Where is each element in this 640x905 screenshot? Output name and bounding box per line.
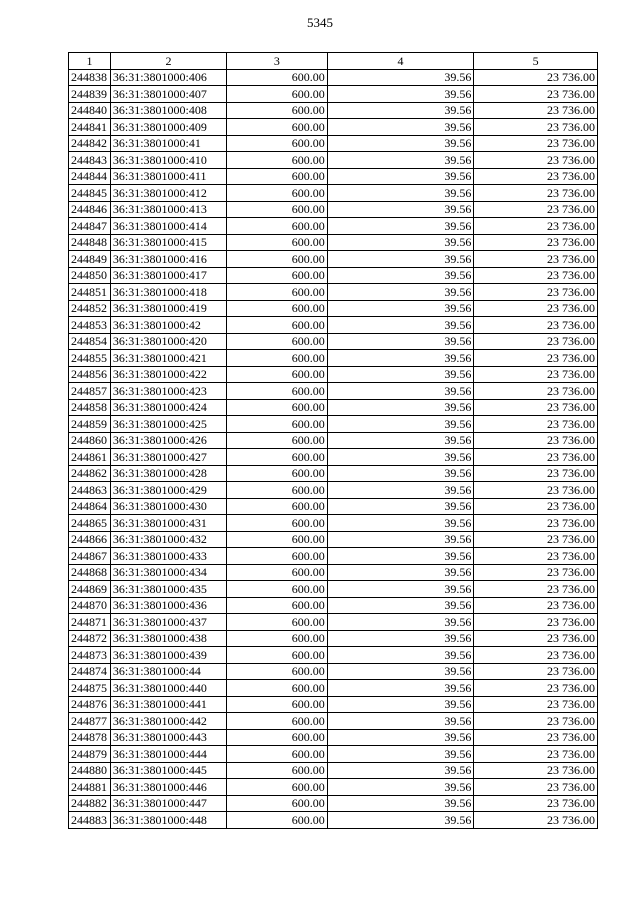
amount-cell: 23 736.00 [474,795,598,812]
row-number-cell: 244856 [69,366,111,383]
area-cell: 600.00 [227,201,328,218]
amount-cell: 23 736.00 [474,779,598,796]
area-cell: 600.00 [227,647,328,664]
area-cell: 600.00 [227,399,328,416]
area-cell: 600.00 [227,185,328,202]
cadastral-number-cell: 36:31:3801000:440 [110,680,226,697]
table-row [69,548,598,565]
rate-cell: 39.56 [327,168,474,185]
area-cell: 600.00 [227,762,328,779]
row-number-cell: 244860 [69,432,111,449]
rate-cell: 39.56 [327,779,474,796]
column-header-4: 4 [327,53,474,70]
area-cell: 600.00 [227,86,328,103]
row-number-cell: 244874 [69,663,111,680]
table-row [69,515,598,532]
row-number-cell: 244857 [69,383,111,400]
table-row [69,218,598,235]
area-cell: 600.00 [227,432,328,449]
area-cell: 600.00 [227,119,328,136]
area-cell: 600.00 [227,69,328,86]
amount-cell: 23 736.00 [474,152,598,169]
row-number-cell: 244843 [69,152,111,169]
amount-cell: 23 736.00 [474,432,598,449]
row-number-cell: 244882 [69,795,111,812]
row-number-cell: 244864 [69,498,111,515]
row-number-cell: 244862 [69,465,111,482]
table-row [69,317,598,334]
amount-cell: 23 736.00 [474,317,598,334]
cadastral-number-cell: 36:31:3801000:442 [110,713,226,730]
column-header-1: 1 [69,53,111,70]
row-number-cell: 244867 [69,548,111,565]
row-number-cell: 244875 [69,680,111,697]
table-row [69,185,598,202]
cadastral-number-cell: 36:31:3801000:420 [110,333,226,350]
area-cell: 600.00 [227,350,328,367]
area-cell: 600.00 [227,696,328,713]
rate-cell: 39.56 [327,399,474,416]
amount-cell: 23 736.00 [474,581,598,598]
table-row [69,333,598,350]
rate-cell: 39.56 [327,630,474,647]
rate-cell: 39.56 [327,69,474,86]
row-number-cell: 244850 [69,267,111,284]
cadastral-number-cell: 36:31:3801000:412 [110,185,226,202]
row-number-cell: 244879 [69,746,111,763]
column-header-2: 2 [110,53,226,70]
amount-cell: 23 736.00 [474,614,598,631]
rate-cell: 39.56 [327,416,474,433]
cadastral-number-cell: 36:31:3801000:430 [110,498,226,515]
area-cell: 600.00 [227,713,328,730]
row-number-cell: 244859 [69,416,111,433]
row-number-cell: 244878 [69,729,111,746]
cadastral-number-cell: 36:31:3801000:423 [110,383,226,400]
amount-cell: 23 736.00 [474,482,598,499]
cadastral-number-cell: 36:31:3801000:435 [110,581,226,598]
table-row [69,449,598,466]
cadastral-number-cell: 36:31:3801000:436 [110,597,226,614]
rate-cell: 39.56 [327,102,474,119]
table-row [69,86,598,103]
table-row [69,482,598,499]
row-number-cell: 244851 [69,284,111,301]
area-cell: 600.00 [227,564,328,581]
table-row [69,614,598,631]
rate-cell: 39.56 [327,746,474,763]
area-cell: 600.00 [227,284,328,301]
cadastral-number-cell: 36:31:3801000:42 [110,317,226,334]
rate-cell: 39.56 [327,564,474,581]
row-number-cell: 244868 [69,564,111,581]
table-row [69,795,598,812]
table-row [69,135,598,152]
amount-cell: 23 736.00 [474,234,598,251]
table-row [69,597,598,614]
amount-cell: 23 736.00 [474,597,598,614]
row-number-cell: 244861 [69,449,111,466]
page-number: 5345 [307,15,333,30]
table-row [69,779,598,796]
amount-cell: 23 736.00 [474,548,598,565]
rate-cell: 39.56 [327,795,474,812]
column-header-5: 5 [474,53,598,70]
amount-cell: 23 736.00 [474,185,598,202]
cadastral-number-cell: 36:31:3801000:425 [110,416,226,433]
cadastral-number-cell: 36:31:3801000:446 [110,779,226,796]
amount-cell: 23 736.00 [474,86,598,103]
rate-cell: 39.56 [327,218,474,235]
amount-cell: 23 736.00 [474,515,598,532]
area-cell: 600.00 [227,548,328,565]
row-number-cell: 244883 [69,812,111,829]
row-number-cell: 244845 [69,185,111,202]
row-number-cell: 244871 [69,614,111,631]
rate-cell: 39.56 [327,680,474,697]
area-cell: 600.00 [227,152,328,169]
area-cell: 600.00 [227,597,328,614]
amount-cell: 23 736.00 [474,284,598,301]
rate-cell: 39.56 [327,201,474,218]
amount-cell: 23 736.00 [474,746,598,763]
area-cell: 600.00 [227,416,328,433]
cadastral-number-cell: 36:31:3801000:429 [110,482,226,499]
cadastral-number-cell: 36:31:3801000:437 [110,614,226,631]
table-row [69,152,598,169]
cadastral-number-cell: 36:31:3801000:443 [110,729,226,746]
table-row [69,498,598,515]
rate-cell: 39.56 [327,531,474,548]
rate-cell: 39.56 [327,284,474,301]
table-row [69,383,598,400]
rate-cell: 39.56 [327,548,474,565]
area-cell: 600.00 [227,168,328,185]
table-body [69,69,598,828]
table-row [69,102,598,119]
row-number-cell: 244844 [69,168,111,185]
amount-cell: 23 736.00 [474,729,598,746]
cadastral-number-cell: 36:31:3801000:410 [110,152,226,169]
row-number-cell: 244853 [69,317,111,334]
cadastral-number-cell: 36:31:3801000:424 [110,399,226,416]
table-row [69,581,598,598]
rate-cell: 39.56 [327,482,474,499]
rate-cell: 39.56 [327,729,474,746]
area-cell: 600.00 [227,498,328,515]
amount-cell: 23 736.00 [474,350,598,367]
area-cell: 600.00 [227,531,328,548]
amount-cell: 23 736.00 [474,168,598,185]
rate-cell: 39.56 [327,597,474,614]
row-number-cell: 244863 [69,482,111,499]
rate-cell: 39.56 [327,185,474,202]
area-cell: 600.00 [227,795,328,812]
table-row [69,69,598,86]
row-number-cell: 244852 [69,300,111,317]
table-row [69,713,598,730]
cadastral-number-cell: 36:31:3801000:419 [110,300,226,317]
cadastral-number-cell: 36:31:3801000:411 [110,168,226,185]
row-number-cell: 244870 [69,597,111,614]
amount-cell: 23 736.00 [474,696,598,713]
row-number-cell: 244876 [69,696,111,713]
amount-cell: 23 736.00 [474,630,598,647]
table-row [69,531,598,548]
row-number-cell: 244841 [69,119,111,136]
rate-cell: 39.56 [327,812,474,829]
row-number-cell: 244877 [69,713,111,730]
rate-cell: 39.56 [327,267,474,284]
cadastral-number-cell: 36:31:3801000:407 [110,86,226,103]
row-number-cell: 244881 [69,779,111,796]
cadastral-number-cell: 36:31:3801000:409 [110,119,226,136]
amount-cell: 23 736.00 [474,416,598,433]
area-cell: 600.00 [227,449,328,466]
rate-cell: 39.56 [327,300,474,317]
table-row [69,168,598,185]
table-row [69,234,598,251]
rate-cell: 39.56 [327,432,474,449]
rate-cell: 39.56 [327,762,474,779]
cadastral-number-cell: 36:31:3801000:427 [110,449,226,466]
cadastral-number-cell: 36:31:3801000:414 [110,218,226,235]
amount-cell: 23 736.00 [474,465,598,482]
amount-cell: 23 736.00 [474,333,598,350]
area-cell: 600.00 [227,383,328,400]
rate-cell: 39.56 [327,614,474,631]
area-cell: 600.00 [227,267,328,284]
table-row [69,432,598,449]
table-row [69,762,598,779]
table-row [69,201,598,218]
row-number-cell: 244854 [69,333,111,350]
area-cell: 600.00 [227,729,328,746]
cadastral-number-cell: 36:31:3801000:432 [110,531,226,548]
table-row [69,812,598,829]
cadastral-number-cell: 36:31:3801000:428 [110,465,226,482]
area-cell: 600.00 [227,102,328,119]
row-number-cell: 244846 [69,201,111,218]
row-number-cell: 244840 [69,102,111,119]
rate-cell: 39.56 [327,317,474,334]
rate-cell: 39.56 [327,333,474,350]
rate-cell: 39.56 [327,350,474,367]
table-row [69,663,598,680]
table-row [69,416,598,433]
row-number-cell: 244873 [69,647,111,664]
table-header [69,53,598,70]
row-number-cell: 244847 [69,218,111,235]
area-cell: 600.00 [227,663,328,680]
area-cell: 600.00 [227,333,328,350]
cadastral-number-cell: 36:31:3801000:421 [110,350,226,367]
table-row [69,300,598,317]
table-row [69,647,598,664]
rate-cell: 39.56 [327,696,474,713]
amount-cell: 23 736.00 [474,201,598,218]
amount-cell: 23 736.00 [474,366,598,383]
area-cell: 600.00 [227,581,328,598]
row-number-cell: 244872 [69,630,111,647]
area-cell: 600.00 [227,746,328,763]
rate-cell: 39.56 [327,366,474,383]
cadastral-number-cell: 36:31:3801000:445 [110,762,226,779]
amount-cell: 23 736.00 [474,663,598,680]
registry-table [68,52,598,829]
rate-cell: 39.56 [327,713,474,730]
rate-cell: 39.56 [327,383,474,400]
amount-cell: 23 736.00 [474,449,598,466]
row-number-cell: 244858 [69,399,111,416]
amount-cell: 23 736.00 [474,102,598,119]
table-row [69,696,598,713]
cadastral-number-cell: 36:31:3801000:408 [110,102,226,119]
amount-cell: 23 736.00 [474,251,598,268]
cadastral-number-cell: 36:31:3801000:416 [110,251,226,268]
cadastral-number-cell: 36:31:3801000:439 [110,647,226,664]
area-cell: 600.00 [227,515,328,532]
cadastral-number-cell: 36:31:3801000:448 [110,812,226,829]
column-header-3: 3 [227,53,328,70]
rate-cell: 39.56 [327,465,474,482]
amount-cell: 23 736.00 [474,564,598,581]
cadastral-number-cell: 36:31:3801000:447 [110,795,226,812]
area-cell: 600.00 [227,218,328,235]
row-number-cell: 244848 [69,234,111,251]
amount-cell: 23 736.00 [474,713,598,730]
area-cell: 600.00 [227,630,328,647]
cadastral-number-cell: 36:31:3801000:431 [110,515,226,532]
rate-cell: 39.56 [327,581,474,598]
table-row [69,267,598,284]
cadastral-number-cell: 36:31:3801000:406 [110,69,226,86]
row-number-cell: 244880 [69,762,111,779]
row-number-cell: 244839 [69,86,111,103]
table-row [69,564,598,581]
amount-cell: 23 736.00 [474,498,598,515]
table-row [69,119,598,136]
row-number-cell: 244866 [69,531,111,548]
area-cell: 600.00 [227,135,328,152]
cadastral-number-cell: 36:31:3801000:438 [110,630,226,647]
table-row [69,680,598,697]
amount-cell: 23 736.00 [474,647,598,664]
cadastral-number-cell: 36:31:3801000:417 [110,267,226,284]
row-number-cell: 244842 [69,135,111,152]
table-row [69,465,598,482]
area-cell: 600.00 [227,614,328,631]
cadastral-number-cell: 36:31:3801000:426 [110,432,226,449]
area-cell: 600.00 [227,465,328,482]
amount-cell: 23 736.00 [474,218,598,235]
area-cell: 600.00 [227,251,328,268]
rate-cell: 39.56 [327,647,474,664]
row-number-cell: 244865 [69,515,111,532]
amount-cell: 23 736.00 [474,531,598,548]
rate-cell: 39.56 [327,498,474,515]
row-number-cell: 244855 [69,350,111,367]
table-row [69,350,598,367]
header-row [69,53,598,70]
table-row [69,399,598,416]
cadastral-number-cell: 36:31:3801000:433 [110,548,226,565]
table-row [69,729,598,746]
amount-cell: 23 736.00 [474,69,598,86]
area-cell: 600.00 [227,779,328,796]
table-row [69,630,598,647]
row-number-cell: 244838 [69,69,111,86]
amount-cell: 23 736.00 [474,812,598,829]
table-row [69,251,598,268]
rate-cell: 39.56 [327,119,474,136]
area-cell: 600.00 [227,366,328,383]
rate-cell: 39.56 [327,251,474,268]
table-row [69,284,598,301]
area-cell: 600.00 [227,812,328,829]
rate-cell: 39.56 [327,234,474,251]
area-cell: 600.00 [227,680,328,697]
amount-cell: 23 736.00 [474,762,598,779]
area-cell: 600.00 [227,317,328,334]
cadastral-number-cell: 36:31:3801000:44 [110,663,226,680]
cadastral-number-cell: 36:31:3801000:422 [110,366,226,383]
amount-cell: 23 736.00 [474,399,598,416]
row-number-cell: 244869 [69,581,111,598]
cadastral-number-cell: 36:31:3801000:415 [110,234,226,251]
amount-cell: 23 736.00 [474,680,598,697]
area-cell: 600.00 [227,482,328,499]
cadastral-number-cell: 36:31:3801000:434 [110,564,226,581]
cadastral-number-cell: 36:31:3801000:444 [110,746,226,763]
amount-cell: 23 736.00 [474,267,598,284]
table-row [69,746,598,763]
rate-cell: 39.56 [327,86,474,103]
cadastral-number-cell: 36:31:3801000:41 [110,135,226,152]
rate-cell: 39.56 [327,449,474,466]
amount-cell: 23 736.00 [474,383,598,400]
row-number-cell: 244849 [69,251,111,268]
rate-cell: 39.56 [327,135,474,152]
rate-cell: 39.56 [327,515,474,532]
table-row [69,366,598,383]
area-cell: 600.00 [227,234,328,251]
amount-cell: 23 736.00 [474,300,598,317]
cadastral-number-cell: 36:31:3801000:441 [110,696,226,713]
amount-cell: 23 736.00 [474,119,598,136]
area-cell: 600.00 [227,300,328,317]
amount-cell: 23 736.00 [474,135,598,152]
cadastral-number-cell: 36:31:3801000:413 [110,201,226,218]
cadastral-number-cell: 36:31:3801000:418 [110,284,226,301]
rate-cell: 39.56 [327,663,474,680]
rate-cell: 39.56 [327,152,474,169]
